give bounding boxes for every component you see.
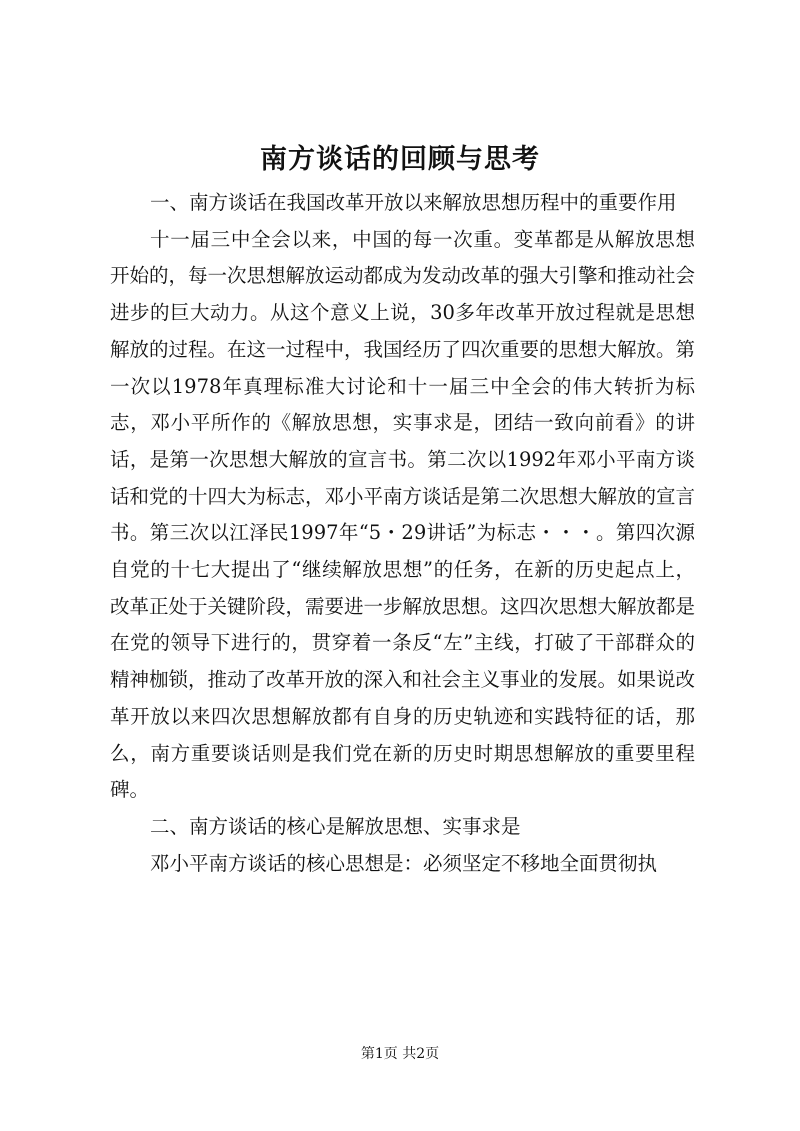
body-paragraph: 十一届三中全会以来，中国的每一次重。变革都是从解放思想开始的，每一次思想解放运动都成为发动改革的强大引擎和推动社会进步的巨大动力。从这个意义上说，30多年改革开放过程就是思想解放的过程。在这一过程中，我国经历了四次重要的思想大解放。第一次以1978年真理标准大讨论和十一届三中全会的伟大转折为标志，邓小平所作的《解放思想，实事求是，团结一致向前看》的讲话，是第一次思想大解放的宣言书。第二次以1992年邓小平南方谈话和党的十四大为标志，邓小平南方谈话是第二次思想大解放的宣言书。第三次以江泽民1997年“5・29讲话”为标志・・・。第四次源自党的十七大提出了“继续解放思想”的任务，在新的历史起点上，改革正处于关键阶段，需要进一步解放思想。这四次思想大解放都是在党的领导下进行的，贯穿着一条反“左”主线，打破了干部群众的精神枷锁，推动了改革开放的深入和社会主义事业的发展。如果说改革开放以来四次思想解放都有自身的历史轨迹和实践特征的话，那么，南方重要谈话则是我们党在新的历史时期思想解放的重要里程碑。	[110, 227, 696, 802]
document-body	[110, 185, 695, 882]
section-heading-1: 一、南方谈话在我国改革开放以来解放思想历程中的重要作用	[150, 191, 677, 214]
page-footer: 第1页 共2页	[360, 1046, 440, 1062]
section-heading-2: 二、南方谈话的核心是解放思想、实事求是	[150, 814, 521, 838]
body-paragraph-continued: 邓小平南方谈话的核心思想是：必须坚定不移地全面贯彻执	[150, 851, 658, 875]
document-title: 南方谈话的回顾与思考	[260, 144, 540, 175]
